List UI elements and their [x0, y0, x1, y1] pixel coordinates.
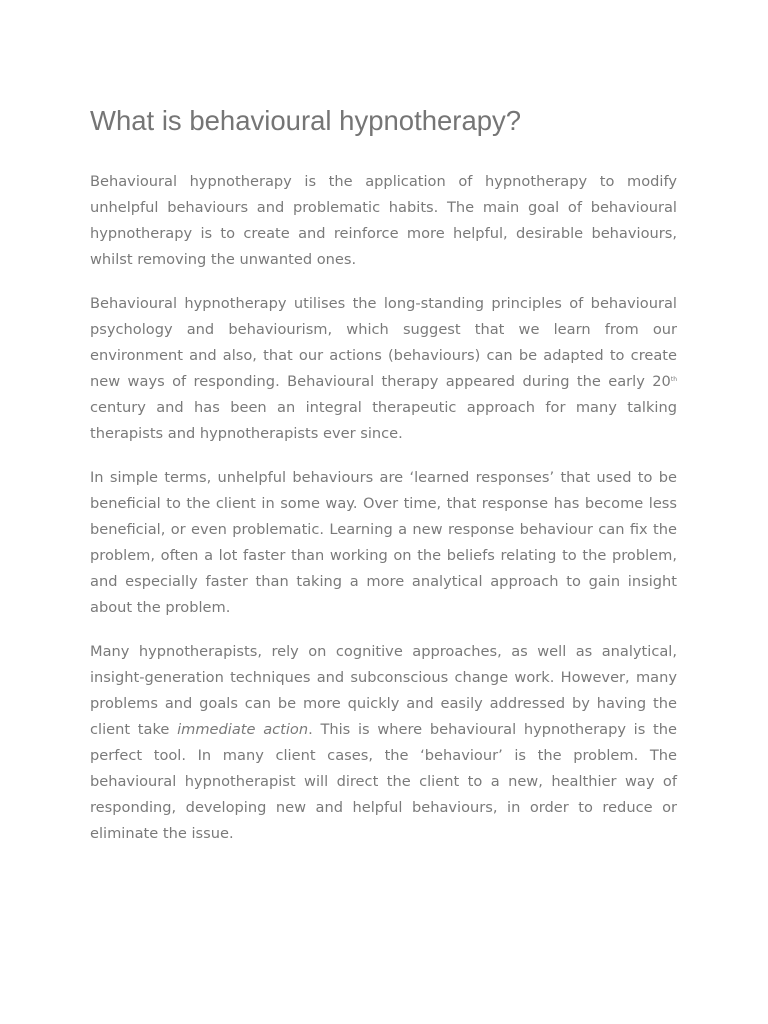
emphasis-immediate-action: immediate action: [177, 721, 309, 738]
paragraph-principles-text-end: century and has been an integral therapeutic approach for many talking therapists and hypnotherapists ever since.: [90, 399, 677, 442]
paragraph-principles: [90, 291, 677, 447]
paragraph-immediate-action-text-start: Many hypnotherapists, rely on cognitive approaches, as well as analytical, insight-generation techniques and subconscious change work. However, many problems and goals can be more quickly and easily addressed by having the client take: [90, 643, 677, 738]
paragraph-learned-responses: In simple terms, unhelpful behaviours are ‘learned responses’ that used to be beneficial to the client in some way. Over time, that response has become less beneficial, or even problematic. Learning a new response behaviour can fix the problem, often a lot faster than working on the beliefs relating to the problem, and especially faster than taking a more analytical approach to gain insight about the problem.: [90, 469, 677, 616]
paragraph-principles-text-start: Behavioural hypnotherapy utilises the long-standing principles of behavioural psychology and behaviourism, which suggest that we learn from our environment and also, that our actions (behaviours) can be adapted to create new ways of responding. Behavioural therapy appeared during the early 20: [90, 295, 677, 390]
paragraph-definition: Behavioural hypnotherapy is the application of hypnotherapy to modify unhelpful behaviours and problematic habits. The main goal of behavioural hypnotherapy is to create and reinforce more helpful, desirable behaviours, whilst removing the unwanted ones.: [90, 173, 677, 268]
page-title: What is behavioural hypnotherapy?: [90, 105, 522, 136]
ordinal-suffix: th: [670, 376, 677, 383]
paragraph-immediate-action-text-end: . This is where behavioural hypnotherapy is the perfect tool. In many client cases, the ‘behaviour’ is the problem. The behavioural hypnotherapist will direct the client to a new, healthier way of responding, developing new and helpful behaviours, in order to reduce or eliminate the issue.: [90, 721, 677, 842]
paragraph-immediate-action: [90, 639, 677, 847]
document-page: [90, 103, 677, 865]
